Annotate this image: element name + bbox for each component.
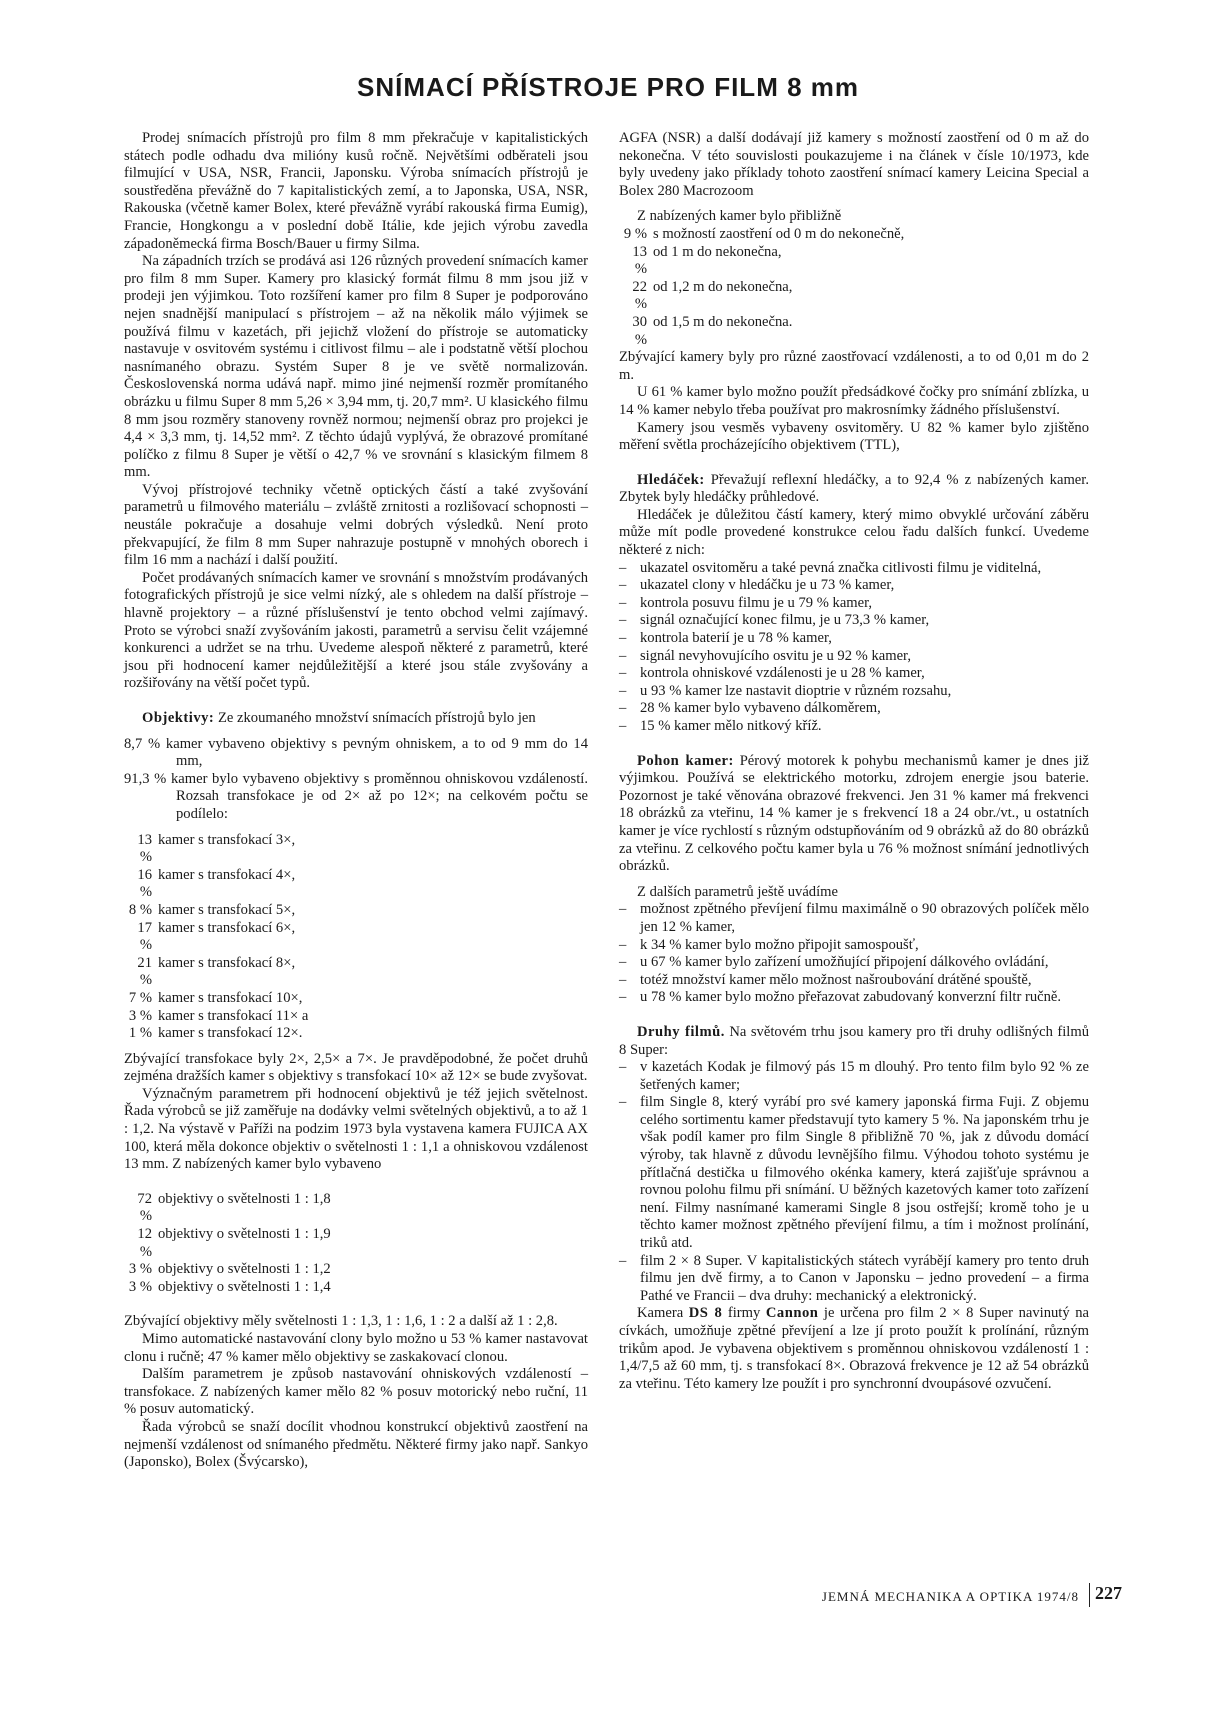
percent-value: 3 % xyxy=(128,1007,152,1024)
other-parameters-list xyxy=(619,901,1089,1007)
list-item: – v kazetách Kodak je filmový pás 15 m dlouhý. Pro tento film bylo 92 % ze šetřených kamer; xyxy=(619,1059,1089,1094)
row-text: s možností zaostření od 0 m do nekonečně, xyxy=(653,225,905,242)
percent-value: 3 % xyxy=(128,1278,152,1295)
right-column xyxy=(619,130,1089,1393)
text-run: firmy xyxy=(722,1305,766,1322)
percent-value: 8,7 % xyxy=(124,735,161,752)
paragraph: Zbývající objektivy měly světelnosti 1 : 1,3, 1 : 1,6, 1 : 2 a další až 1 : 2,8. xyxy=(124,1313,558,1330)
row-text: kamer s transfokací 8×, xyxy=(158,954,296,971)
percent-value: 22 % xyxy=(632,278,647,313)
row-text: od 1 m do nekonečna, xyxy=(653,243,782,260)
zoom-table xyxy=(124,832,588,1043)
film-types-list xyxy=(619,1059,1089,1305)
percent-value: 7 % xyxy=(128,989,152,1006)
paragraph: Zbývající transfokace byly 2×, 2,5× a 7×. Je pravděpodobné, že počet druhů zejména dražších kamer s objektivy s transfokací 10× až 12× se bude zvyšovat. xyxy=(124,1050,588,1085)
paragraph: Kamery jsou vesměs vybaveny osvitoměry. U 82 % kamer bylo zjištěno měření světla procházejícího objektivem (TTL), xyxy=(619,419,1089,454)
list-item: – 28 % kamer bylo vybaveno dálkoměrem, xyxy=(619,700,1089,718)
row-text: kamer s transfokací 10×, xyxy=(158,989,303,1006)
table-row xyxy=(124,832,588,867)
table-row xyxy=(124,1279,588,1297)
percent-value: 12 % xyxy=(137,1226,152,1260)
table-row xyxy=(124,867,588,902)
percent-value: 1 % xyxy=(128,1025,152,1042)
list-item: – signál nevyhovujícího osvitu je u 92 % kamer, xyxy=(619,648,1089,666)
section-heading: Druhy filmů. xyxy=(637,1023,725,1040)
paragraph: Mimo automatické nastavování clony bylo možno u 53 % kamer nastavovat clonu i ručně; 47 % kamer mělo objektivy se zaskakovací clonou. xyxy=(124,1331,588,1365)
camera-model: DS 8 xyxy=(688,1305,723,1322)
table-row xyxy=(619,226,1089,244)
percent-value: 9 % xyxy=(623,225,647,242)
list-item: – 15 % kamer mělo nitkový kříž. xyxy=(619,718,1089,736)
page-number: 227 xyxy=(1095,1583,1122,1603)
paragraph: Význačným parametrem při hodnocení objektivů je též jejich světelnost. Řada výrobců se již zaměřuje na dodávky velmi světelných objektivů, a to až 1 : 1,2. Na výstavě v Paříži na podzim 1973 byla vystavena kamera FUJICA AX 100, která měla dokonce objektiv o světelnosti 1 : 1,1 a ohniskovou vzdálenost 13 mm. Z nabízených kamer bylo vybaveno xyxy=(124,1085,588,1173)
section-text: Pérový motorek k pohybu mechanismů kamer je dnes již výjimkou. Používá se elektrického motorku, zdrojem energie jsou baterie. Pozornost je také věnována obrazové frekvenci. Jen 31 % kamer má frekvenci 18 obrázků za vteřinu, 14 % kamer je s frekvencí 18 a 24 obr./vt., u ostatních kamer je více rychlostí s různým odstupňováním od 9 obrázků až do 80 obrázků za vteřinu. Z celkového počtu kamer byla u 76 % možnost snímání jednotlivých obrázků. xyxy=(619,752,1089,875)
paragraph: Z dalších parametrů ještě uvádíme xyxy=(637,883,838,900)
objective-zoom-item xyxy=(124,771,588,824)
row-text: od 1,2 m do nekonečna, xyxy=(653,278,793,295)
section-objectives xyxy=(124,710,588,728)
percent-value: 16 % xyxy=(137,866,152,901)
focus-table xyxy=(619,226,1089,349)
percent-value: 72 % xyxy=(137,1190,152,1225)
article-title: SNÍMACÍ PŘÍSTROJE PRO FILM 8 mm xyxy=(357,72,859,102)
section-drive xyxy=(619,753,1089,876)
table-row xyxy=(124,955,588,990)
row-text: kamer s transfokací 12×. xyxy=(158,1025,303,1042)
list-item: – k 34 % kamer bylo možno připojit samospoušť, xyxy=(619,937,1089,955)
list-item: – kontrola posuvu filmu je u 79 % kamer, xyxy=(619,595,1089,613)
row-text: kamer s transfokací 11× a xyxy=(158,1007,309,1024)
row-text: od 1,5 m do nekonečna. xyxy=(653,313,793,330)
section-text: Ze zkoumaného množství snímacích přístrojů bylo jen xyxy=(217,710,536,726)
percent-value: 91,3 % xyxy=(124,770,167,787)
table-row xyxy=(124,1008,588,1026)
paragraph: Dalším parametrem je způsob nastavování ohniskových vzdáleností – transfokace. Z nabízených kamer mělo 82 % posuv motorický nebo ruční, 11 % posuv automatický. xyxy=(124,1366,588,1418)
row-text: kamer s transfokací 3×, xyxy=(158,831,296,848)
percent-value: 13 % xyxy=(632,243,647,278)
table-row xyxy=(619,279,1089,314)
table-row xyxy=(124,902,588,920)
paragraph: Prodej snímacích přístrojů pro film 8 mm překračuje v kapitalistických státech podle odhadu dva milióny kusů ročně. Největšími odběrateli jsou filmující v USA, NSR, Francii, Japonsku. Výroba snímacích přístrojů je soustředěna převážně do 7 kapitalistických zemí, a to Japonska, USA, NSR, Rakouska (včetně kamer Bolex, které převážně vyrábí rakouská firma Eumig), Francie, Hongkongu a v poslední době Itálie, kde jejich výrobu zavedla západoněmecká firma Bosch/Bauer u firmy Silma. xyxy=(124,130,588,252)
text-run: je určena pro film 2 × 8 Super navinutý na cívkách, umožňuje zpětné převíjení a lze jí proto použít k prolínání, různým trikům apod. Je vybavena objektivem s proměnnou ohniskovou vzdáleností 1 : 1,4/7,5 až 60 mm, tj. s transfokací 8×. Obrazová frekvence je 12 až 54 obrázků za vteřinu. Této kamery lze použít i pro synchronní dvoupásové ozvučení. xyxy=(619,1305,1089,1392)
paragraph: Zbývající kamery byly pro různé zaostřovací vzdálenosti, a to od 0,01 m do 2 m. xyxy=(619,349,1089,383)
paragraph: Vývoj přístrojové techniky včetně optických částí a také zvyšování parametrů u filmového materiálu – zvláště zrnitosti a rozlišovací schopnosti – neustále pokračuje a dosahuje velmi dobrých výsledků. Není proto překvapující, že film 8 mm Super nahrazuje postupně v mnohých oborech i film 16 mm a nachází i další použití. xyxy=(124,481,588,569)
objective-fixed-item xyxy=(124,736,588,771)
list-item: – kontrola baterií je u 78 % kamer, xyxy=(619,630,1089,648)
text-run: Kamera xyxy=(637,1305,689,1322)
table-row xyxy=(619,314,1089,349)
list-item: – u 93 % kamer lze nastavit dioptrie v různém rozsahu, xyxy=(619,683,1089,701)
item-text: kamer vybaveno objektivy s pevným ohniskem, a to od 9 mm do 14 mm, xyxy=(165,735,588,770)
list-item: – signál označující konec filmu, je u 73,3 % kamer, xyxy=(619,612,1089,630)
row-text: kamer s transfokací 4×, xyxy=(158,866,296,883)
table-row xyxy=(124,990,588,1008)
paragraph: Řada výrobců se snaží docílit vhodnou konstrukcí objektivů zaostření na nejmenší vzdálenost od snímaného předmětu. Některé firmy jako např. Sankyo (Japonsko), Bolex (Švýcarsko), xyxy=(124,1418,588,1471)
table-row xyxy=(124,1261,588,1279)
list-item: – ukazatel osvitoměru a také pevná značka citlivosti filmu je viditelná, xyxy=(619,560,1089,578)
left-column xyxy=(124,130,588,1472)
list-item: – možnost zpětného převíjení filmu maximálně o 90 obrazových políček mělo jen 12 % kamer, xyxy=(619,901,1089,936)
list-item: – film 2 × 8 Super. V kapitalistických státech vyrábějí kamery pro tento druh filmu jen dvě firmy, a to Canon v Japonsku – jedno provedení – a firma Pathé ve Francii – dva druhy: mechanický a elektronický. xyxy=(619,1253,1089,1306)
table-row xyxy=(124,920,588,955)
row-text: objektivy o světelnosti 1 : 1,4 xyxy=(158,1278,331,1295)
paragraph: U 61 % kamer bylo možno použít předsádkové čočky pro snímání zblízka, u 14 % kamer nebylo třeba používat pro makrosnímky žádného příslušenství. xyxy=(619,384,1089,418)
brand-name: Cannon xyxy=(765,1305,819,1322)
row-text: kamer s transfokací 5×, xyxy=(158,901,296,918)
section-text: Na světovém trhu jsou kamery pro tři druhy odlišných filmů 8 Super: xyxy=(619,1023,1089,1058)
row-text: kamer s transfokací 6×, xyxy=(158,919,296,936)
section-viewfinder xyxy=(619,472,1089,507)
table-row xyxy=(619,244,1089,279)
table-row xyxy=(124,1191,588,1226)
section-heading: Objektivy: xyxy=(142,710,215,726)
percent-value: 13 % xyxy=(137,831,152,866)
percent-value: 17 % xyxy=(137,919,152,954)
section-film-types xyxy=(619,1024,1089,1059)
row-text: objektivy o světelnosti 1 : 1,8 xyxy=(158,1190,331,1207)
paragraph: Počet prodávaných snímacích kamer ve srovnání s množstvím prodávaných fotografických přístrojů je sice velmi nízký, ale s ohledem na další přístroje – hlavně projektory – a různé příslušenství je tento obchod velmi zajímavý. Proto se výrobci snaží zvyšováním jakosti, parametrů a servisu čelit vzájemné konkurenci a udržet se na trhu. Uvedeme alespoň některé z parametrů, které jsou při hodnocení kamer nejdůležitější a které jsou stále zvyšovány a rozšiřovány na větší počet typů. xyxy=(124,569,588,692)
list-item: – kontrola ohniskové vzdálenosti je u 28 % kamer, xyxy=(619,665,1089,683)
table-row xyxy=(124,1226,588,1261)
paragraph: Z nabízených kamer bylo přibližně xyxy=(637,208,842,225)
percent-value: 30 % xyxy=(632,313,647,348)
journal-name: JEMNÁ MECHANIKA A OPTIKA 1974/8 xyxy=(821,1589,1079,1604)
percent-value: 21 % xyxy=(137,954,152,989)
row-text: objektivy o světelnosti 1 : 1,2 xyxy=(158,1261,331,1278)
footer-divider xyxy=(1089,1583,1090,1607)
aperture-table xyxy=(124,1191,588,1297)
viewfinder-features-list xyxy=(619,560,1089,736)
item-text: kamer bylo vybaveno objektivy s proměnnou ohniskovou vzdáleností. Rozsah transfokace je od 2× až po 12×; na celkovém počtu se podílelo: xyxy=(170,770,588,822)
percent-value: 3 % xyxy=(128,1261,152,1278)
list-item: – u 78 % kamer bylo možno přeřazovat zabudovaný konverzní filtr ručně. xyxy=(619,989,1089,1007)
paragraph: Na západních trzích se prodává asi 126 různých provedení snímacích kamer pro film 8 mm Super. Kamery pro klasický formát filmu 8 mm jsou již v prodeji jen výjimkou. Toto rozšíření kamer pro film 8 Super je podporováno nejen snadnější manipulací s přístrojem – až na několik málo výjimek se používá filmu v kazetách, při jejichž vložení do přístroje se automaticky nastavuje v osvitovém systému i citlivost filmu – ale i podstatně větší plochou nasnímaného obrazu. Systém Super 8 je ve světě normalizován. Československá norma udává např. mimo jiné nejmenší rozměr promítaného obrázku u filmu Super 8 mm 5,26 × 3,94 mm, tj. 20,7 mm². U klasického filmu 8 mm jsou rozměry stanoveny rovněž normou; nejmenší obraz pro projekci je 4,4 × 3,3 mm, tj. 14,52 mm². Z těchto údajů vyplývá, že obrazové promítané políčko z filmu 8 Super je větší o 42,7 % ve srovnání s klasickým filmem 8 mm. xyxy=(124,253,588,481)
percent-value: 8 % xyxy=(128,901,152,918)
list-item: – ukazatel clony v hledáčku je u 73 % kamer, xyxy=(619,577,1089,595)
paragraph: AGFA (NSR) a další dodávají již kamery s možností zaostření od 0 m až do nekonečna. V této souvislosti poukazujeme i na článek v čísle 10/1973, kde byly uvedeny jako příklady tohoto zaostření snímací kamery Leicina Special a Bolex 280 Macrozoom xyxy=(619,130,1089,199)
section-text: Převažují reflexní hledáčky, a to 92,4 % z nabízených kamer. Zbytek byly hledáčky průhledové. xyxy=(619,471,1089,506)
table-row xyxy=(124,1025,588,1043)
row-text: objektivy o světelnosti 1 : 1,9 xyxy=(158,1226,331,1243)
section-heading: Hledáček: xyxy=(637,471,705,488)
section-heading: Pohon kamer: xyxy=(637,752,734,769)
list-item: – totéž množství kamer mělo možnost našroubování drátěné spouště, xyxy=(619,972,1089,990)
list-item: – film Single 8, který vyrábí pro své kamery japonská firma Fuji. Z objemu celého sortimentu kamer představují tyto kamery 5 %. Na japonském trhu je však podíl kamer pro film Single 8 přibližně 70 %, jak z důvodu domácí výroby, tak hlavně z důvodu levnějšího filmu. Výhodou tohoto systému je přítlačná destička u filmového okénka kamery, která zajišťuje správnou a rovnou polohu filmu při snímání. U běžných kazetových kamer toto zařízení není. Filmy nasnímané kamerami Single 8 jsou ostřejší; kromě toho je u těchto kamer možnost zpětného převíjení filmu, a tím i možnost prolínání, triků atd. xyxy=(619,1094,1089,1252)
paragraph: Hledáček je důležitou částí kamery, který mimo obvyklé určování záběru může mít podle provedené konstrukce celou řadu dalších funkcí. Uvedeme některé z nich: xyxy=(619,506,1089,559)
list-item: – u 67 % kamer bylo zařízení umožňující připojení dálkového ovládání, xyxy=(619,954,1089,972)
paragraph-canon xyxy=(619,1305,1089,1393)
